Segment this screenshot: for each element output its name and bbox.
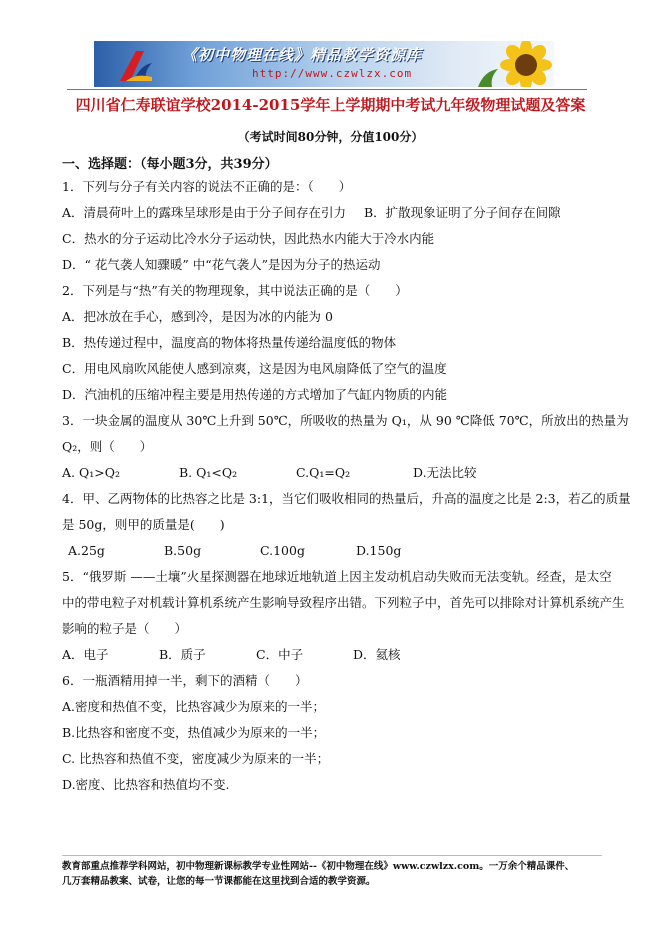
question-6-option-d: D.密度、比热容和热值均不变. [62, 777, 230, 792]
question-5-option-c: C．中子 [256, 647, 304, 662]
sunflower-icon [474, 41, 554, 87]
logo-icon [116, 47, 156, 83]
question-1-option-a: A．清晨荷叶上的露珠呈球形是由于分子间存在引力 [62, 205, 347, 220]
question-6-option-b: B.比热容和密度不变，热值减少为原来的一半； [62, 725, 326, 740]
banner-url[interactable]: http://www.czwlzx.com [252, 67, 413, 80]
question-1-option-b: B．扩散现象证明了分子间存在间隙 [364, 205, 561, 220]
question-4-option-b: B.50g [164, 543, 202, 558]
footer-rule [62, 855, 602, 856]
question-4-stem-line-2: 是 50g，则甲的质量是( ) [62, 517, 225, 532]
question-5-option-b: B．质子 [159, 647, 206, 662]
question-list [62, 178, 631, 802]
page-title: 四川省仁寿联谊学校2014-2015学年上学期期中考试九年级物理试题及答案 [75, 96, 586, 114]
question-5-stem-line-2: 中的带电粒子对机载计算机系统产生影响导致程序出错。下列粒子中，首先可以排除对计算机系统产生 [62, 595, 625, 610]
question-5-stem-line-3: 影响的粒子是（ ） [62, 621, 188, 636]
question-3-option-d: D.无法比较 [413, 465, 477, 480]
question-5-options [62, 646, 602, 672]
header-banner [94, 41, 554, 87]
header-rule [67, 89, 587, 90]
section-heading: 一、选择题：（每小题3分，共39分） [62, 157, 278, 172]
question-3-option-b: B. Q₁<Q₂ [179, 465, 238, 480]
question-6-option-a: A.密度和热值不变，比热容减少为原来的一半； [62, 699, 326, 714]
footer-line-1: 教育部重点推荐学科网站，初中物理新课标教学专业性网站--《初中物理在线》www.czwlzx.com。一万余个精品课件、 [62, 861, 575, 872]
question-4-option-c: C.100g [260, 543, 305, 558]
question-3-options [62, 464, 602, 490]
question-4-stem-line-1: 4．甲、乙两物体的比热容之比是 3:1，当它们吸收相同的热量后，升高的温度之比是 2:3，若乙的质量 [62, 491, 631, 506]
question-1-option-d: D．“ 花气袭人知骤暖” 中“花气袭人”是因为分子的热运动 [62, 257, 381, 272]
question-1-stem: 1．下列与分子有关内容的说法不正确的是：（ ） [62, 179, 352, 194]
footer-note [62, 859, 602, 889]
question-6-stem: 6．一瓶酒精用掉一半，剩下的酒精（ ） [62, 673, 308, 688]
question-6-option-c: C. 比热容和热值不变，密度减少为原来的一半； [62, 751, 330, 766]
question-2-option-d: D．汽油机的压缩冲程主要是用热传递的方式增加了气缸内物质的内能 [62, 387, 448, 402]
question-5-option-a: A．电子 [62, 647, 109, 662]
question-5-stem-line-1: 5．“俄罗斯 ——土壤”火星探测器在地球近地轨道上因主发动机启动失败而无法变轨。经查，是太空 [62, 569, 612, 584]
question-1-option-c: C．热水的分子运动比冷水分子运动快，因此热水内能大于冷水内能 [62, 231, 435, 246]
question-4-options [62, 542, 602, 568]
question-4-option-a: A.25g [68, 543, 105, 558]
exam-info: （考试时间80分钟，分值100分） [237, 130, 424, 144]
question-1-options-ab [62, 204, 602, 230]
question-2-option-a: A．把冰放在手心，感到冷，是因为冰的内能为 0 [62, 309, 333, 324]
question-4-option-d: D.150g [356, 543, 402, 558]
question-3-option-c: C.Q₁=Q₂ [296, 465, 351, 480]
footer-line-2: 几万套精品教案、试卷，让您的每一节课都能在这里找到合适的教学资源。 [62, 876, 376, 887]
question-2-option-c: C．用电风扇吹风能使人感到凉爽，这是因为电风扇降低了空气的温度 [62, 361, 447, 376]
banner-title: 《初中物理在线》精品教学资源库 [182, 46, 423, 64]
question-2-option-b: B．热传递过程中，温度高的物体将热量传递给温度低的物体 [62, 335, 397, 350]
question-3-stem-line-2: Q₂，则（ ） [62, 439, 153, 454]
question-2-stem: 2．下列是与“热”有关的物理现象，其中说法正确的是（ ） [62, 283, 408, 298]
question-5-option-d: D．氦核 [353, 647, 401, 662]
question-3-stem-line-1: 3．一块金属的温度从 30℃上升到 50℃，所吸收的热量为 Q₁，从 90 ℃降低 70℃，所放出的热量为 [62, 413, 629, 428]
question-3-option-a: A. Q₁>Q₂ [62, 465, 120, 480]
